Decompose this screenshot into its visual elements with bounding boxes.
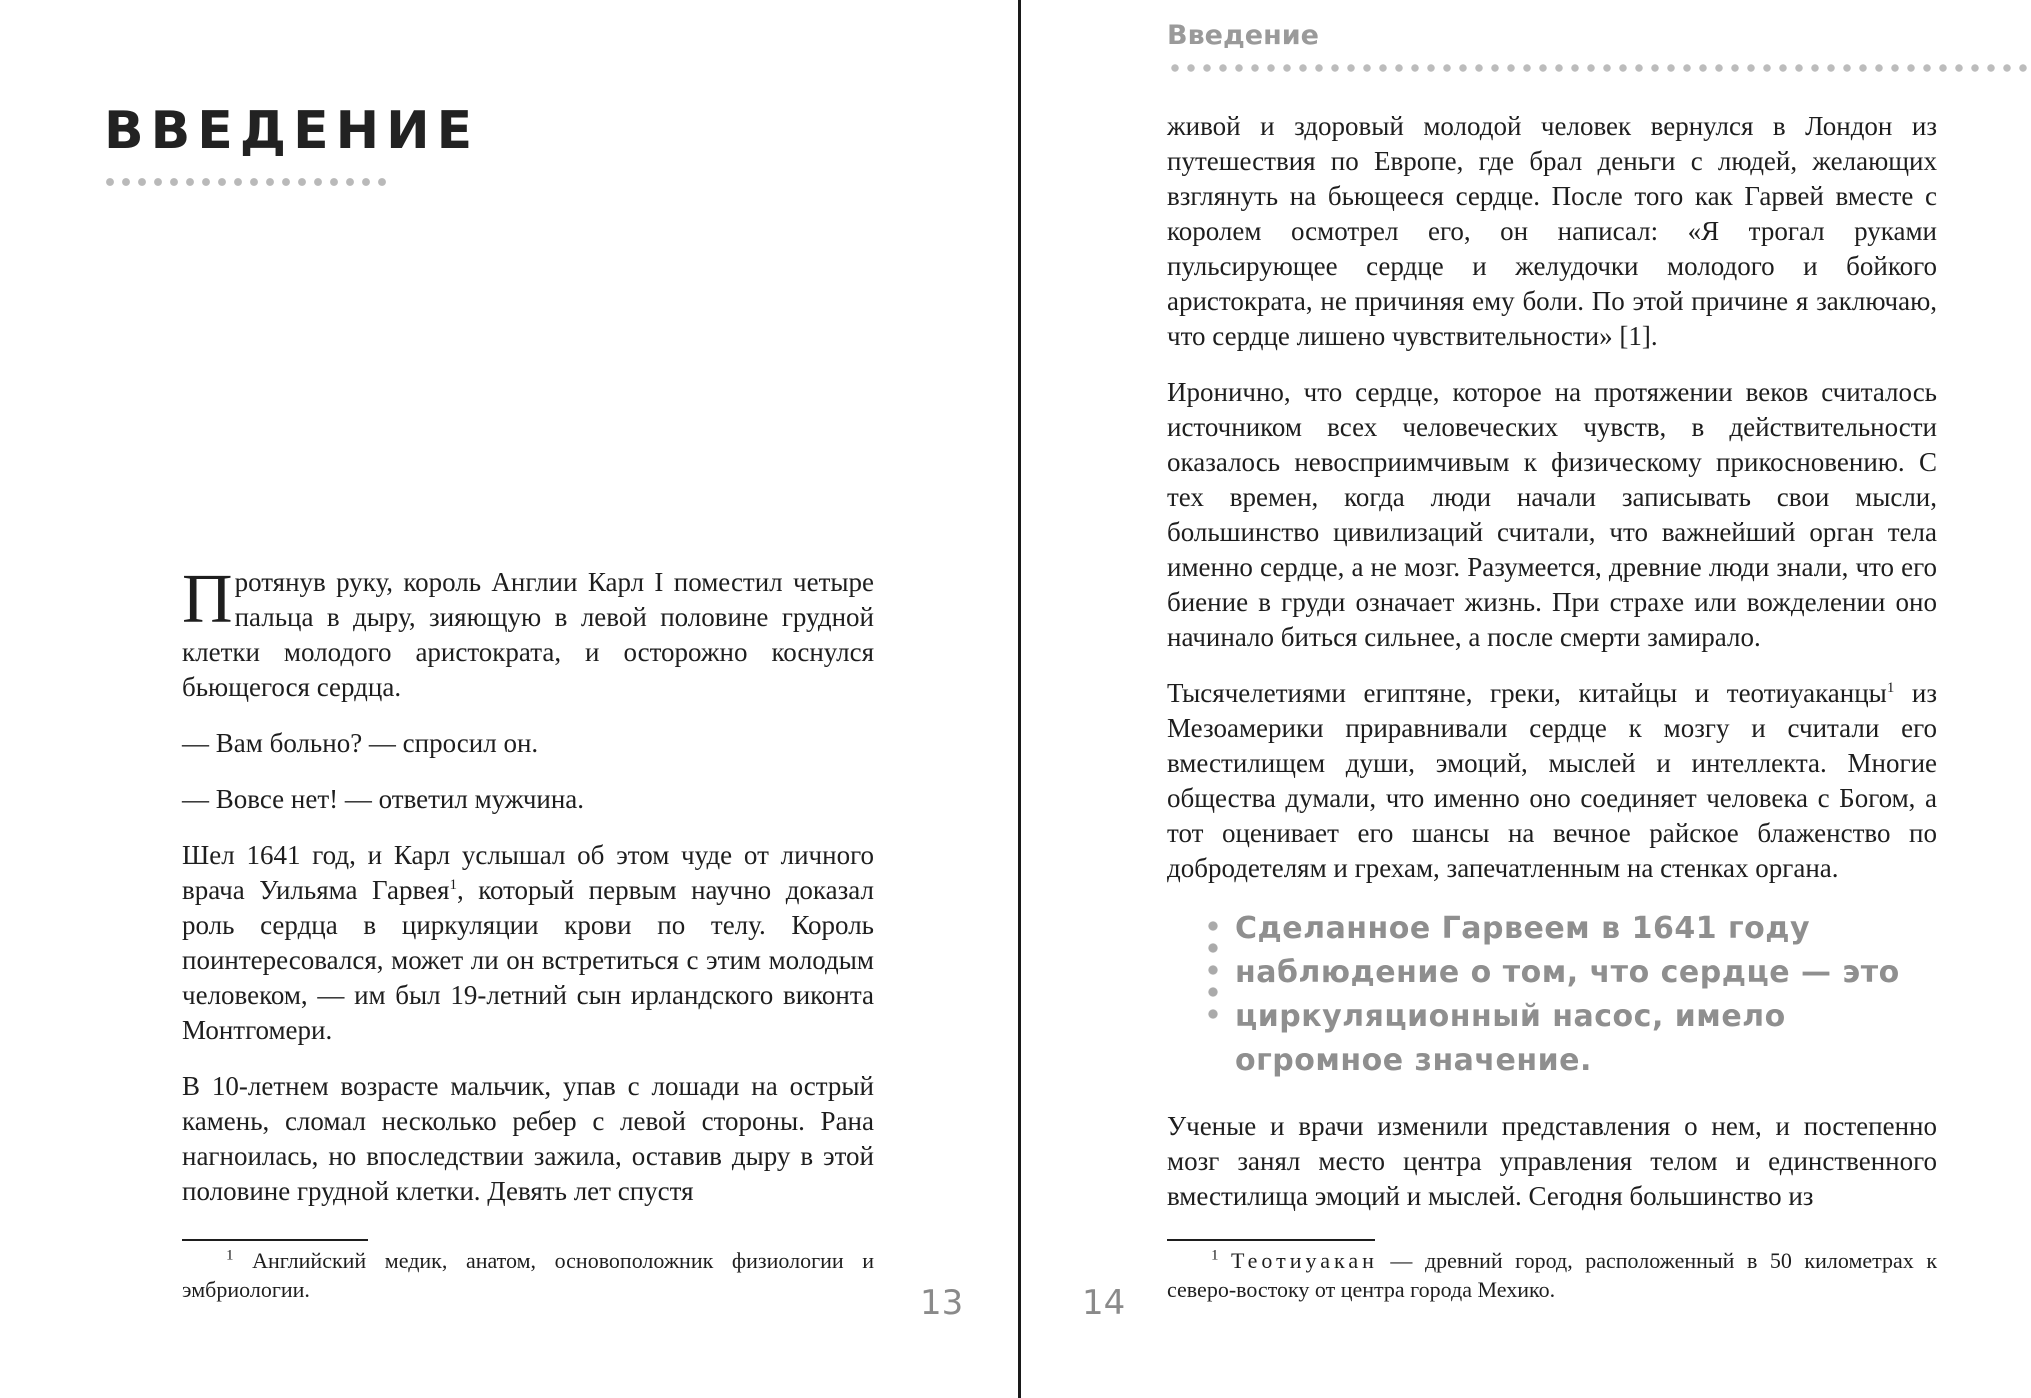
footnote-rule — [182, 1239, 368, 1241]
paragraph: Протянув руку, король Англии Карл I поместил четыре пальца в дыру, зияющую в левой половине грудной клетки молодого аристократа, и осторожно коснулся бьющегося сердца. — [182, 561, 874, 702]
footnote-rule — [1167, 1239, 1375, 1241]
footnote: $^1$ Английский медик, анатом, основоположник физиологии и эмбриологии. — [182, 1247, 875, 1302]
paragraph: — Вам больно? — спросил он. — [182, 728, 539, 758]
quote-dotted-bar — [1207, 915, 1219, 1027]
footnote: $^1$ Теотиуакан — древний город, расположенный в 50 километрах к северо-востоку от центра города Мехико. — [1167, 1247, 1938, 1302]
footnote-term: Теотиуакан — [1231, 1248, 1378, 1273]
title-dotted-rule — [102, 176, 392, 188]
footnote-marker: 1 — [1211, 1247, 1219, 1264]
page-number: 14 — [1082, 1283, 1126, 1323]
paragraph: Ученые и врачи изменили представления о нем, и постепенно мозг занял место центра управления телом и единственного вместилища эмоций и мыслей. Сегодня большинство из — [1167, 1111, 1937, 1211]
footnote-ref: 1 — [1886, 680, 1895, 696]
paragraph: — Вовсе нет! — ответил мужчина. — [182, 784, 585, 814]
left-body-text — [182, 561, 874, 1230]
chapter-title: ВВЕДЕНИЕ — [104, 101, 480, 161]
running-head: Введение — [1167, 20, 1319, 51]
page-number: 13 — [920, 1283, 964, 1323]
footnote-ref: 1 — [449, 877, 457, 893]
pull-quote — [1167, 907, 1937, 1083]
right-body-text — [1167, 109, 1937, 1235]
drop-cap: П — [182, 561, 233, 638]
pull-quote-text: Сделанное Гарвеем в 1641 году наблюдение о том, что сердце — это циркуляционный насос, имело огромное значение. — [1235, 911, 1900, 1078]
paragraph: В 10-летнем возрасте мальчик, упав с лошади на острый камень, сломал несколько ребер с левой стороны. Рана нагноилась, но впоследствии зажила, оставив дыру в этой половине грудной клетки. Девять лет спустя — [182, 1071, 874, 1206]
paragraph: живой и здоровый молодой человек вернулся в Лондон из путешествия по Европе, где брал деньги с людей, желающих взглянуть на бьющееся сердце. После того как Гарвей вместе с королем осмотрел его, он написал: «Я трогал руками пульсирующее сердце и желудочки молодого и бойкого аристократа, не причиняя ему боли. По этой причине я заключаю, что сердце лишено чувствительности» [1]. — [1167, 111, 1937, 351]
paragraph: Тысячелетиями египтяне, греки, китайцы и теотиуаканцы$^1$ из Мезоамерики приравнивали сердце к мозгу и считали его вместилищем души, эмоций, мыслей и интеллекта. Многие общества думали, что именно оно соединяет человека с Богом, а тот оценивает его шансы на вечное райское блаженство по добродетелям и грехам, запечатленным на стенках органа. — [1167, 678, 1937, 883]
right-page — [1021, 0, 2031, 1398]
running-head-dotted-rule — [1167, 62, 2031, 74]
footnote-marker: 1 — [226, 1247, 234, 1264]
paragraph: Шел 1641 год, и Карл услышал об этом чуде от личного врача Уильяма Гарвея$^1$, который первым научно доказал роль сердца в циркуляции крови по телу. Король поинтересовался, может ли он встретиться с этим молодым человеком, — им был 19-летний сын ирландского виконта Монтгомери. — [182, 840, 874, 1045]
paragraph: Иронично, что сердце, которое на протяжении веков считалось источником всех человеческих чувств, в действительности оказалось невосприимчивым к физическому прикосновению. С тех времен, когда люди начали записывать свои мысли, большинство цивилизаций считали, что важнейший орган тела именно сердце, а не мозг. Разумеется, древние люди знали, что его биение в груди означает жизнь. При страхе или вожделении оно начинало биться сильнее, а после смерти замирало. — [1167, 377, 1937, 652]
